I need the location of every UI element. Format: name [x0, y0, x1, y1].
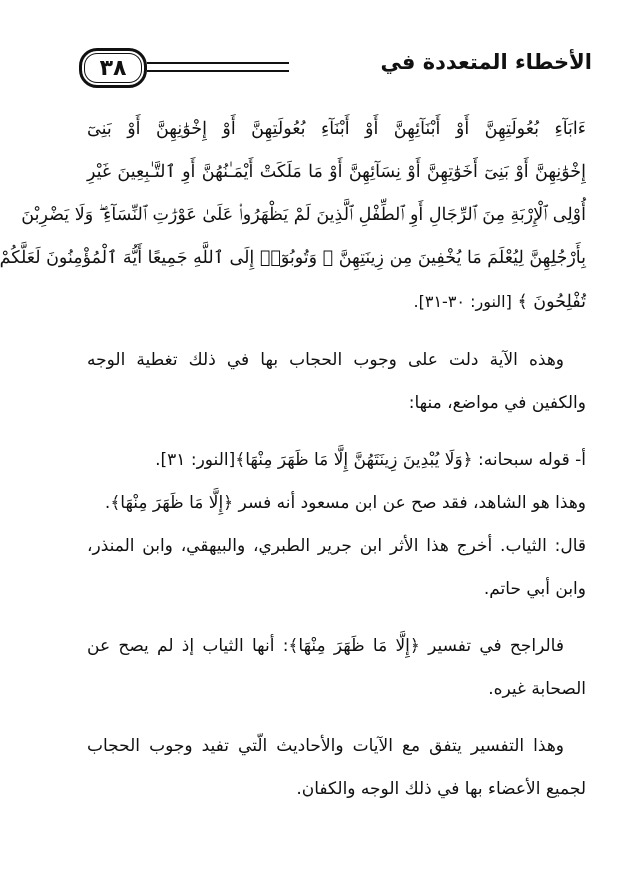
verse-reference: [النور: ٣٠-٣١]. [413, 292, 512, 311]
point-a-intro: أ- قوله سبحانه: [472, 450, 586, 470]
verse-closing-bracket: ﴾ [517, 292, 528, 312]
ibn-masud-end: . [104, 493, 111, 513]
verse-text-end: تُفْلِحُونَ [533, 292, 586, 312]
page-header [79, 48, 594, 90]
paragraph-preferred-view [87, 625, 586, 711]
verse-line: أُوْلِى ٱلْإِرْبَةِ مِنَ ٱلرِّجَالِ أَوِ ٱلطِّفْلِ ٱلَّذِينَ لَمْ يَظْهَرُوا۟ عَلَىٰ عَوْرَٰتِ ٱلنِّسَآءِ ۖ وَلَا يَضْرِبْنَ [21, 205, 586, 225]
preferred-view-quote: ﴿إِلَّا مَا ظَهَرَ مِنْهَا﴾ [288, 636, 420, 656]
running-title: الأخطاء المتعددة في [380, 50, 592, 74]
point-a-reference: [النور: ٣١]. [155, 450, 236, 470]
preferred-view-text: فالراجح في تفسير [419, 636, 564, 656]
paragraph-intro: وهذه الآية دلت على وجوب الحجاب بها في ذلك تغطية الوجه والكفين في مواضع، منها: [87, 350, 586, 413]
paragraph-sources: قال: الثياب. أخرج هذا الأثر ابن جرير الطبري، والبيهقي، وابن المنذر، وابن أبي حاتم. [87, 536, 586, 599]
quran-verse-block [0, 108, 586, 323]
paragraph-point-a [87, 439, 586, 482]
verse-line: بِأَرْجُلِهِنَّ لِيُعْلَمَ مَا يُخْفِينَ مِن زِينَتِهِنَّ ۚ وَتُوبُوٓا۟ إِلَى ٱللَّهِ جَمِيعًا أَيُّهَ ٱلْمُؤْمِنُونَ لَعَلَّكُمْ [0, 248, 586, 268]
paragraph-ibn-masud [87, 482, 586, 525]
verse-line: ءَابَآءِ بُعُولَتِهِنَّ أَوْ أَبْنَآئِهِنَّ أَوْ أَبْنَآءِ بُعُولَتِهِنَّ أَوْ إِخْوَٰنِهِنَّ أَوْ بَنِىٓ [87, 119, 586, 139]
verse-line: إِخْوَٰنِهِنَّ أَوْ بَنِىٓ أَخَوَٰتِهِنَّ أَوْ نِسَآئِهِنَّ أَوْ مَا مَلَكَتْ أَيْمَـٰنُهُنَّ أَوِ ٱلتَّـٰبِعِينَ غَيْرِ [87, 162, 586, 182]
point-a-quote: ﴿وَلَا يُبْدِينَ زِينَتَهُنَّ إِلَّا مَا ظَهَرَ مِنْهَا﴾ [235, 450, 473, 470]
ibn-masud-text: وهذا هو الشاهد، فقد صح عن ابن مسعود أنه فسر [233, 493, 586, 513]
verse-line-last [87, 280, 586, 323]
header-rule [147, 62, 289, 72]
page-body [0, 108, 586, 811]
preferred-view-end: : أنها الثياب إذ لم يصح عن الصحابة غيره. [87, 636, 586, 699]
paragraph-conclusion: وهذا التفسير يتفق مع الآيات والأحاديث الّتي تفيد وجوب الحجاب لجميع الأعضاء بها في ذلك الوجه والكفان. [87, 736, 586, 799]
page-number-badge: ٣٨ [79, 48, 147, 88]
ibn-masud-quote: ﴿إِلَّا مَا ظَهَرَ مِنْهَا﴾ [110, 493, 234, 513]
